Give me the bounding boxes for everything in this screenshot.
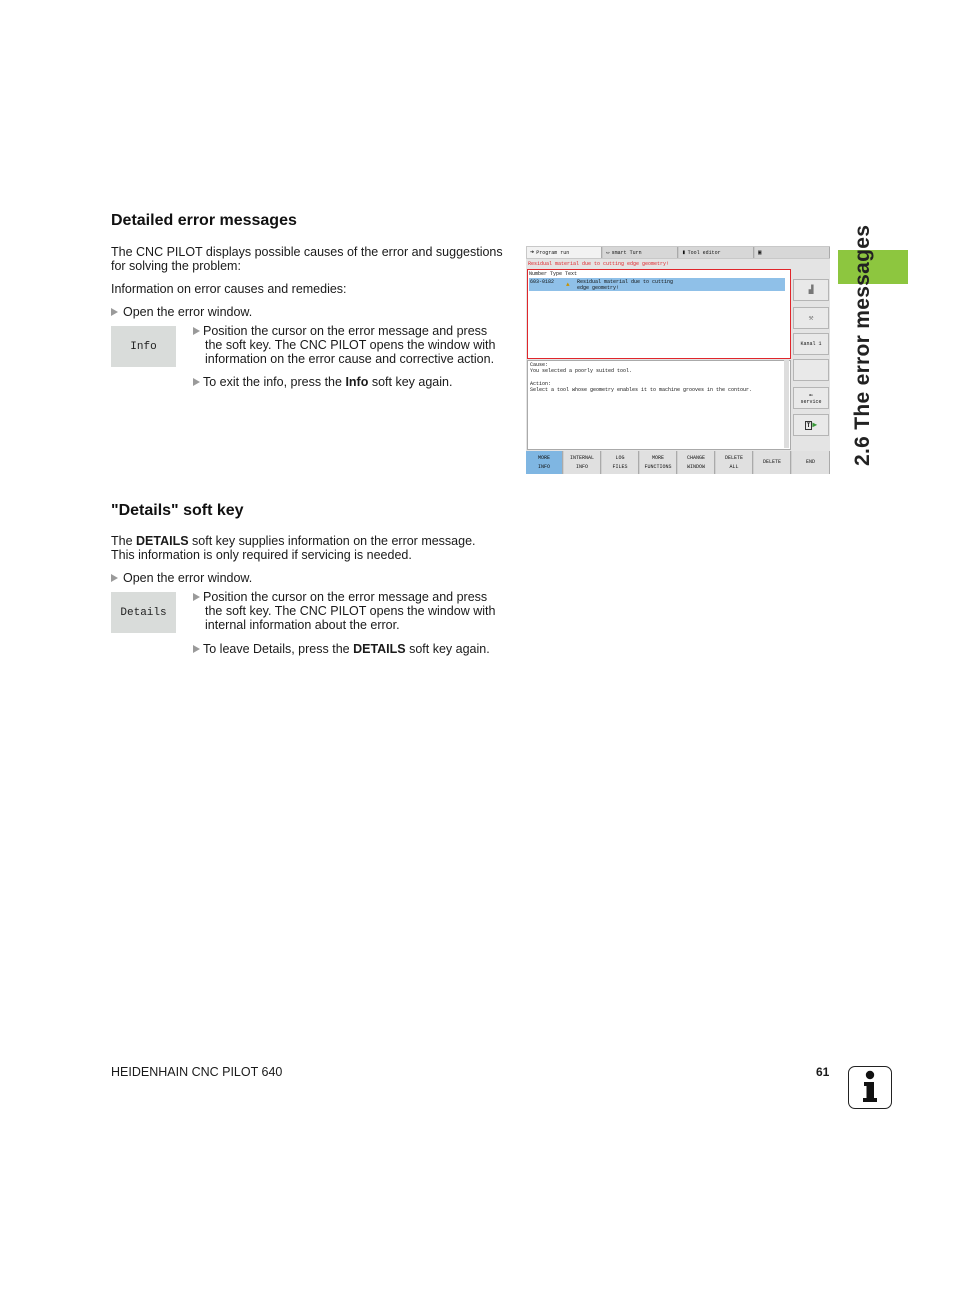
bullet-text: Open the error window. bbox=[123, 571, 253, 585]
section-heading-details-softkey: "Details" soft key bbox=[111, 502, 244, 519]
step-triangle-icon bbox=[193, 645, 200, 653]
softkey-end[interactable]: END bbox=[792, 451, 830, 474]
page-number: 61 bbox=[816, 1065, 830, 1079]
step-triangle-icon bbox=[193, 378, 200, 386]
key-icon: ⟜ bbox=[809, 391, 813, 399]
tab-organization[interactable] bbox=[755, 247, 830, 258]
error-list[interactable] bbox=[527, 269, 791, 359]
tool-icon: ▮ bbox=[682, 249, 686, 256]
bullet-text: Open the error window. bbox=[123, 305, 253, 319]
bullet-open-window bbox=[111, 305, 252, 319]
error-text-line2: edge geometry! bbox=[577, 285, 620, 291]
info-scrollbar[interactable] bbox=[784, 360, 789, 448]
intro-paragraph-line1: The CNC PILOT displays possible causes of the error and suggestions bbox=[111, 245, 503, 259]
turn-icon: ⇔ bbox=[606, 249, 610, 256]
disk-icon: ▣ bbox=[758, 249, 762, 256]
step-position-cursor: Position the cursor on the error message and press the soft key. The CNC PILOT opens the window with information on the error cause and corrective action. bbox=[193, 324, 508, 366]
details-paragraph-line2: This information is only required if servicing is needed. bbox=[111, 548, 412, 562]
step-position-cursor-2: Position the cursor on the error message and press the soft key. The CNC PILOT opens the window with internal information about the error. bbox=[193, 590, 508, 632]
step-exit-info: To exit the info, press the Info soft key again. bbox=[193, 375, 508, 389]
info-softkey[interactable]: Info bbox=[111, 326, 176, 367]
softkey-log-files[interactable]: LOG FILES bbox=[602, 451, 639, 474]
service-button[interactable]: ⟜ service bbox=[793, 387, 829, 409]
tab-smart-turn[interactable]: ⇔ smart Turn bbox=[603, 247, 678, 258]
cause-text: You selected a poorly suited tool. bbox=[530, 368, 633, 374]
tab-program-run[interactable]: ➔ Program run bbox=[527, 247, 602, 258]
tool-select-button[interactable] bbox=[793, 307, 829, 329]
green-arrow-icon: ▶ bbox=[812, 421, 818, 430]
empty-side-button[interactable] bbox=[793, 359, 829, 381]
cnc-screenshot bbox=[526, 246, 830, 474]
warning-icon: ▲ bbox=[566, 281, 570, 288]
bullet-open-window-2 bbox=[111, 571, 252, 585]
softkey-delete[interactable]: DELETE bbox=[754, 451, 791, 474]
error-list-header: Number Type Text bbox=[529, 271, 578, 277]
details-paragraph-line1: The DETAILS soft key supplies information on the error message. bbox=[111, 534, 476, 548]
error-row-selected[interactable] bbox=[529, 278, 785, 291]
action-text: Select a tool whose geometry enables it to machine grooves in the contour. bbox=[530, 387, 753, 393]
bullet-triangle-icon bbox=[111, 574, 118, 582]
section-heading-detailed-errors: Detailed error messages bbox=[111, 212, 297, 229]
wrench-icon: ⚒ bbox=[808, 314, 814, 323]
cause-label: Cause: bbox=[530, 362, 549, 368]
t-arrow-button[interactable] bbox=[793, 414, 829, 436]
action-label: Action: bbox=[530, 381, 552, 387]
step-triangle-icon bbox=[193, 593, 200, 601]
softkey-more-info[interactable]: MORE INFO bbox=[526, 451, 563, 474]
machine-icon: ▟ bbox=[808, 286, 814, 295]
info-icon bbox=[848, 1066, 892, 1109]
softkey-more-functions[interactable]: MORE FUNCTIONS bbox=[640, 451, 677, 474]
error-info-window bbox=[527, 360, 791, 450]
chapter-title: 2.6 The error messages bbox=[851, 224, 874, 466]
softkey-delete-all[interactable]: DELETE ALL bbox=[716, 451, 753, 474]
softkey-change-window[interactable]: CHANGE WINDOW bbox=[678, 451, 715, 474]
arrow-right-icon: ➔ bbox=[530, 249, 535, 257]
footer-product: HEIDENHAIN CNC PILOT 640 bbox=[111, 1065, 283, 1079]
tab-bar bbox=[526, 246, 830, 259]
bullet-triangle-icon bbox=[111, 308, 118, 316]
machine-mode-button[interactable] bbox=[793, 279, 829, 301]
t-icon: T bbox=[806, 421, 811, 429]
tab-tool-editor[interactable]: ▮ Tool editor bbox=[679, 247, 754, 258]
info-i-glyph bbox=[849, 1067, 890, 1107]
error-message-line: Residual material due to cutting edge geometry! bbox=[528, 261, 670, 267]
error-text-line1: Residual material due to cutting bbox=[577, 279, 674, 285]
intro-paragraph-line2: for solving the problem: bbox=[111, 259, 241, 273]
softkey-bar bbox=[526, 451, 830, 474]
step-triangle-icon bbox=[193, 327, 200, 335]
details-softkey[interactable]: Details bbox=[111, 592, 176, 633]
info-paragraph: Information on error causes and remedies: bbox=[111, 282, 347, 296]
error-number: 603-0182 bbox=[530, 279, 555, 285]
step-leave-details: To leave Details, press the DETAILS soft key again. bbox=[193, 642, 508, 656]
kanal-button[interactable]: Kanal 1 bbox=[793, 333, 829, 355]
softkey-internal-info[interactable]: INTERNAL INFO bbox=[564, 451, 601, 474]
